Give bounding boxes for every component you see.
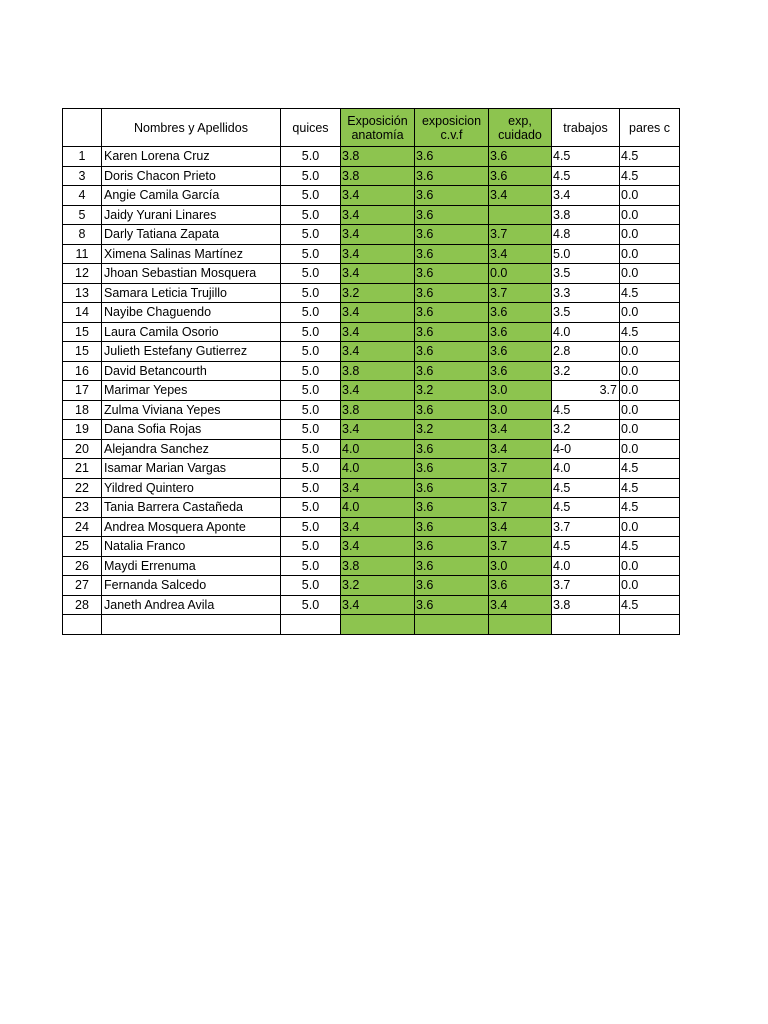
cell-trabajos[interactable]: 3.8	[552, 595, 620, 615]
cell-exposicion-anatomia[interactable]: 3.4	[341, 595, 415, 615]
cell-exposicion-anatomia[interactable]: 3.2	[341, 576, 415, 596]
cell-student-name[interactable]: Isamar Marian Vargas	[102, 459, 281, 479]
cell-exposicion-cvf[interactable]: 3.6	[415, 595, 489, 615]
cell-pares[interactable]: 0.0	[620, 420, 680, 440]
cell-exposicion-cvf[interactable]: 3.6	[415, 244, 489, 264]
cell-student-name[interactable]: Doris Chacon Prieto	[102, 166, 281, 186]
cell-exposicion-cvf[interactable]: 3.6	[415, 478, 489, 498]
cell-exposicion-anatomia[interactable]: 3.8	[341, 166, 415, 186]
cell-exposicion-anatomia[interactable]: 4.0	[341, 459, 415, 479]
cell-exposicion-cvf[interactable]: 3.6	[415, 186, 489, 206]
cell-pares[interactable]: 4.5	[620, 478, 680, 498]
table-row	[63, 225, 680, 245]
cell-exposicion-anatomia[interactable]: 3.4	[341, 303, 415, 323]
cell-quices[interactable]	[281, 615, 341, 635]
cell-student-name[interactable]: Maydi Errenuma	[102, 556, 281, 576]
cell-exposicion-cvf[interactable]: 3.6	[415, 556, 489, 576]
cell-trabajos[interactable]	[552, 615, 620, 635]
cell-number[interactable]: 3	[63, 166, 102, 186]
cell-pares[interactable]: 4.5	[620, 498, 680, 518]
cell-quices[interactable]: 5.0	[281, 147, 341, 167]
cell-exposicion-cvf[interactable]: 3.6	[415, 205, 489, 225]
cell-trabajos[interactable]: 4.0	[552, 459, 620, 479]
cell-quices[interactable]: 5.0	[281, 225, 341, 245]
cell-trabajos[interactable]: 4.5	[552, 166, 620, 186]
cell-exp-cuidado[interactable]: 3.7	[489, 537, 552, 557]
table-row	[63, 283, 680, 303]
cell-trabajos[interactable]: 4.5	[552, 400, 620, 420]
cell-exposicion-anatomia[interactable]: 3.4	[341, 517, 415, 537]
cell-exp-cuidado[interactable]: 3.4	[489, 244, 552, 264]
cell-exposicion-cvf[interactable]: 3.2	[415, 381, 489, 401]
cell-student-name[interactable]: Ximena Salinas Martínez	[102, 244, 281, 264]
table-row	[63, 420, 680, 440]
cell-pares[interactable]: 0.0	[620, 381, 680, 401]
cell-student-name[interactable]: Julieth Estefany Gutierrez	[102, 342, 281, 362]
header-pares[interactable]: pares c	[620, 109, 680, 147]
cell-trabajos[interactable]: 4.0	[552, 556, 620, 576]
table-row	[63, 244, 680, 264]
header-exposicion-cvf[interactable]: exposicion c.v.f	[415, 109, 489, 147]
cell-exposicion-anatomia[interactable]: 3.4	[341, 381, 415, 401]
cell-exp-cuidado[interactable]: 3.0	[489, 381, 552, 401]
cell-quices[interactable]: 5.0	[281, 186, 341, 206]
cell-student-name[interactable]: Fernanda Salcedo	[102, 576, 281, 596]
cell-pares[interactable]: 4.5	[620, 283, 680, 303]
cell-exp-cuidado[interactable]: 3.4	[489, 439, 552, 459]
cell-student-name[interactable]: Nayibe Chaguendo	[102, 303, 281, 323]
cell-quices[interactable]: 5.0	[281, 166, 341, 186]
header-exp-cuidado[interactable]: exp, cuidado	[489, 109, 552, 147]
cell-exposicion-anatomia[interactable]	[341, 615, 415, 635]
cell-number[interactable]: 28	[63, 595, 102, 615]
cell-quices[interactable]: 5.0	[281, 381, 341, 401]
cell-pares[interactable]: 0.0	[620, 225, 680, 245]
table-row	[63, 342, 680, 362]
cell-pares[interactable]: 0.0	[620, 186, 680, 206]
cell-exp-cuidado[interactable]	[489, 205, 552, 225]
cell-exposicion-anatomia[interactable]: 4.0	[341, 498, 415, 518]
cell-exp-cuidado[interactable]: 3.7	[489, 498, 552, 518]
cell-pares[interactable]: 0.0	[620, 205, 680, 225]
cell-exposicion-cvf[interactable]: 3.6	[415, 264, 489, 284]
cell-student-name[interactable]: Janeth Andrea Avila	[102, 595, 281, 615]
cell-exposicion-anatomia[interactable]: 3.4	[341, 186, 415, 206]
cell-exposicion-anatomia[interactable]: 3.4	[341, 420, 415, 440]
cell-number[interactable]: 13	[63, 283, 102, 303]
cell-exp-cuidado[interactable]: 3.7	[489, 283, 552, 303]
cell-trabajos[interactable]: 2.8	[552, 342, 620, 362]
cell-exposicion-cvf[interactable]: 3.6	[415, 459, 489, 479]
cell-quices[interactable]: 5.0	[281, 342, 341, 362]
cell-student-name[interactable]: Jhoan Sebastian Mosquera	[102, 264, 281, 284]
cell-student-name[interactable]: Zulma Viviana Yepes	[102, 400, 281, 420]
cell-number[interactable]	[63, 615, 102, 635]
cell-pares[interactable]: 0.0	[620, 576, 680, 596]
cell-exposicion-cvf[interactable]: 3.6	[415, 498, 489, 518]
table-row	[63, 478, 680, 498]
cell-quices[interactable]: 5.0	[281, 244, 341, 264]
cell-number[interactable]: 27	[63, 576, 102, 596]
cell-pares[interactable]: 0.0	[620, 244, 680, 264]
cell-exp-cuidado[interactable]: 3.6	[489, 166, 552, 186]
cell-exposicion-anatomia[interactable]: 3.4	[341, 225, 415, 245]
cell-exposicion-cvf[interactable]: 3.6	[415, 537, 489, 557]
cell-quices[interactable]: 5.0	[281, 517, 341, 537]
cell-exposicion-cvf[interactable]: 3.6	[415, 283, 489, 303]
cell-trabajos[interactable]: 4.5	[552, 537, 620, 557]
cell-exposicion-cvf[interactable]: 3.6	[415, 147, 489, 167]
table-row	[63, 166, 680, 186]
cell-exposicion-cvf[interactable]: 3.6	[415, 303, 489, 323]
cell-quices[interactable]: 5.0	[281, 361, 341, 381]
table-row	[63, 576, 680, 596]
table-row	[63, 400, 680, 420]
cell-exp-cuidado[interactable]: 3.6	[489, 576, 552, 596]
cell-exp-cuidado[interactable]	[489, 615, 552, 635]
cell-quices[interactable]: 5.0	[281, 459, 341, 479]
cell-student-name[interactable]: Dana Sofia Rojas	[102, 420, 281, 440]
cell-exposicion-cvf[interactable]: 3.6	[415, 400, 489, 420]
cell-student-name[interactable]: David Betancourth	[102, 361, 281, 381]
cell-trabajos[interactable]: 4.8	[552, 225, 620, 245]
cell-exp-cuidado[interactable]: 3.0	[489, 400, 552, 420]
table-row	[63, 264, 680, 284]
cell-student-name[interactable]: Karen Lorena Cruz	[102, 147, 281, 167]
cell-exp-cuidado[interactable]: 3.4	[489, 420, 552, 440]
cell-pares[interactable]	[620, 615, 680, 635]
cell-pares[interactable]: 0.0	[620, 361, 680, 381]
header-name[interactable]: Nombres y Apellidos	[102, 109, 281, 147]
cell-trabajos[interactable]: 4.5	[552, 147, 620, 167]
cell-number[interactable]: 17	[63, 381, 102, 401]
cell-number[interactable]: 8	[63, 225, 102, 245]
cell-pares[interactable]: 4.5	[620, 322, 680, 342]
cell-trabajos[interactable]: 4.0	[552, 322, 620, 342]
cell-student-name[interactable]: Tania Barrera Castañeda	[102, 498, 281, 518]
cell-number[interactable]: 20	[63, 439, 102, 459]
cell-student-name[interactable]: Yildred Quintero	[102, 478, 281, 498]
cell-trabajos[interactable]: 3.4	[552, 186, 620, 206]
cell-quices[interactable]: 5.0	[281, 498, 341, 518]
cell-exp-cuidado[interactable]: 3.6	[489, 361, 552, 381]
table-row	[63, 303, 680, 323]
cell-exposicion-anatomia[interactable]: 3.4	[341, 205, 415, 225]
cell-quices[interactable]: 5.0	[281, 322, 341, 342]
table-row	[63, 556, 680, 576]
cell-trabajos[interactable]: 4-0	[552, 439, 620, 459]
header-number[interactable]	[63, 109, 102, 147]
cell-trabajos[interactable]: 3.5	[552, 264, 620, 284]
cell-pares[interactable]: 4.5	[620, 595, 680, 615]
cell-exp-cuidado[interactable]: 0.0	[489, 264, 552, 284]
cell-pares[interactable]: 4.5	[620, 166, 680, 186]
cell-exposicion-anatomia[interactable]: 3.8	[341, 361, 415, 381]
cell-number[interactable]: 26	[63, 556, 102, 576]
cell-quices[interactable]: 5.0	[281, 576, 341, 596]
cell-exp-cuidado[interactable]: 3.6	[489, 342, 552, 362]
cell-pares[interactable]: 0.0	[620, 264, 680, 284]
cell-number[interactable]: 4	[63, 186, 102, 206]
cell-pares[interactable]: 0.0	[620, 303, 680, 323]
table-row	[63, 517, 680, 537]
cell-number[interactable]: 1	[63, 147, 102, 167]
cell-number[interactable]: 23	[63, 498, 102, 518]
cell-pares[interactable]: 4.5	[620, 459, 680, 479]
table-row	[63, 186, 680, 206]
cell-exposicion-cvf[interactable]: 3.6	[415, 361, 489, 381]
table-row	[63, 381, 680, 401]
cell-number[interactable]: 18	[63, 400, 102, 420]
cell-number[interactable]: 16	[63, 361, 102, 381]
cell-quices[interactable]: 5.0	[281, 556, 341, 576]
table-row	[63, 322, 680, 342]
cell-student-name[interactable]: Alejandra Sanchez	[102, 439, 281, 459]
header-row	[63, 109, 680, 147]
cell-trabajos[interactable]: 3.5	[552, 303, 620, 323]
cell-pares[interactable]: 0.0	[620, 517, 680, 537]
cell-quices[interactable]: 5.0	[281, 303, 341, 323]
table-row	[63, 595, 680, 615]
header-trabajos[interactable]: trabajos	[552, 109, 620, 147]
cell-trabajos[interactable]: 4.5	[552, 478, 620, 498]
cell-exposicion-anatomia[interactable]: 4.0	[341, 439, 415, 459]
cell-pares[interactable]: 0.0	[620, 556, 680, 576]
cell-exposicion-cvf[interactable]: 3.6	[415, 322, 489, 342]
cell-pares[interactable]: 4.5	[620, 147, 680, 167]
cell-trabajos[interactable]: 3.2	[552, 361, 620, 381]
cell-quices[interactable]: 5.0	[281, 478, 341, 498]
cell-pares[interactable]: 4.5	[620, 537, 680, 557]
cell-quices[interactable]: 5.0	[281, 420, 341, 440]
cell-quices[interactable]: 5.0	[281, 205, 341, 225]
cell-exposicion-anatomia[interactable]: 3.4	[341, 244, 415, 264]
table-row	[63, 439, 680, 459]
cell-number[interactable]: 14	[63, 303, 102, 323]
cell-quices[interactable]: 5.0	[281, 400, 341, 420]
header-exposicion-anatomia[interactable]: Exposición anatomía	[341, 109, 415, 147]
cell-trabajos[interactable]: 3.3	[552, 283, 620, 303]
cell-exposicion-cvf[interactable]: 3.6	[415, 225, 489, 245]
cell-trabajos[interactable]: 4.5	[552, 498, 620, 518]
cell-student-name[interactable]	[102, 615, 281, 635]
table-row	[63, 498, 680, 518]
table-row	[63, 147, 680, 167]
cell-exposicion-anatomia[interactable]: 3.8	[341, 147, 415, 167]
cell-trabajos[interactable]: 3.7	[552, 576, 620, 596]
cell-student-name[interactable]: Andrea Mosquera Aponte	[102, 517, 281, 537]
cell-quices[interactable]: 5.0	[281, 595, 341, 615]
cell-student-name[interactable]: Samara Leticia Trujillo	[102, 283, 281, 303]
header-quices[interactable]: quices	[281, 109, 341, 147]
cell-student-name[interactable]: Jaidy Yurani Linares	[102, 205, 281, 225]
table-row	[63, 615, 680, 635]
cell-quices[interactable]: 5.0	[281, 537, 341, 557]
cell-number[interactable]: 24	[63, 517, 102, 537]
cell-trabajos[interactable]: 3.8	[552, 205, 620, 225]
cell-exposicion-anatomia[interactable]: 3.4	[341, 322, 415, 342]
cell-number[interactable]: 19	[63, 420, 102, 440]
table-row	[63, 205, 680, 225]
cell-exp-cuidado[interactable]: 3.6	[489, 322, 552, 342]
cell-student-name[interactable]: Laura Camila Osorio	[102, 322, 281, 342]
cell-exp-cuidado[interactable]: 3.6	[489, 147, 552, 167]
cell-trabajos[interactable]: 5.0	[552, 244, 620, 264]
cell-pares[interactable]: 0.0	[620, 439, 680, 459]
cell-pares[interactable]: 0.0	[620, 342, 680, 362]
cell-trabajos[interactable]: 3.2	[552, 420, 620, 440]
cell-exp-cuidado[interactable]: 3.4	[489, 186, 552, 206]
cell-exp-cuidado[interactable]: 3.7	[489, 459, 552, 479]
cell-student-name[interactable]: Natalia Franco	[102, 537, 281, 557]
grades-table	[62, 108, 680, 635]
cell-exposicion-anatomia[interactable]: 3.4	[341, 342, 415, 362]
cell-exp-cuidado[interactable]: 3.6	[489, 303, 552, 323]
cell-quices[interactable]: 5.0	[281, 283, 341, 303]
grades-body	[63, 147, 680, 635]
cell-exposicion-cvf[interactable]: 3.6	[415, 576, 489, 596]
table-row	[63, 537, 680, 557]
cell-number[interactable]: 5	[63, 205, 102, 225]
cell-student-name[interactable]: Angie Camila García	[102, 186, 281, 206]
cell-exposicion-anatomia[interactable]: 3.8	[341, 400, 415, 420]
cell-student-name[interactable]: Darly Tatiana Zapata	[102, 225, 281, 245]
table-row	[63, 459, 680, 479]
cell-number[interactable]: 15	[63, 342, 102, 362]
cell-quices[interactable]: 5.0	[281, 264, 341, 284]
cell-number[interactable]: 11	[63, 244, 102, 264]
cell-exp-cuidado[interactable]: 3.0	[489, 556, 552, 576]
cell-exp-cuidado[interactable]: 3.4	[489, 517, 552, 537]
cell-exposicion-anatomia[interactable]: 3.8	[341, 556, 415, 576]
cell-quices[interactable]: 5.0	[281, 439, 341, 459]
cell-number[interactable]: 22	[63, 478, 102, 498]
cell-exposicion-anatomia[interactable]: 3.2	[341, 283, 415, 303]
cell-pares[interactable]: 0.0	[620, 400, 680, 420]
cell-exposicion-anatomia[interactable]: 3.4	[341, 264, 415, 284]
cell-exp-cuidado[interactable]: 3.4	[489, 595, 552, 615]
table-row	[63, 361, 680, 381]
cell-exposicion-anatomia[interactable]: 3.4	[341, 537, 415, 557]
cell-number[interactable]: 15	[63, 322, 102, 342]
cell-exposicion-cvf[interactable]: 3.6	[415, 517, 489, 537]
cell-exp-cuidado[interactable]: 3.7	[489, 478, 552, 498]
cell-exposicion-cvf[interactable]: 3.2	[415, 420, 489, 440]
cell-exp-cuidado[interactable]: 3.7	[489, 225, 552, 245]
cell-exposicion-cvf[interactable]: 3.6	[415, 439, 489, 459]
cell-exposicion-cvf[interactable]: 3.6	[415, 342, 489, 362]
cell-number[interactable]: 21	[63, 459, 102, 479]
cell-trabajos[interactable]: 3.7	[552, 381, 620, 401]
cell-exposicion-cvf[interactable]: 3.6	[415, 166, 489, 186]
cell-student-name[interactable]: Marimar Yepes	[102, 381, 281, 401]
cell-number[interactable]: 12	[63, 264, 102, 284]
cell-exposicion-anatomia[interactable]: 3.4	[341, 478, 415, 498]
cell-exposicion-cvf[interactable]	[415, 615, 489, 635]
cell-trabajos[interactable]: 3.7	[552, 517, 620, 537]
cell-number[interactable]: 25	[63, 537, 102, 557]
